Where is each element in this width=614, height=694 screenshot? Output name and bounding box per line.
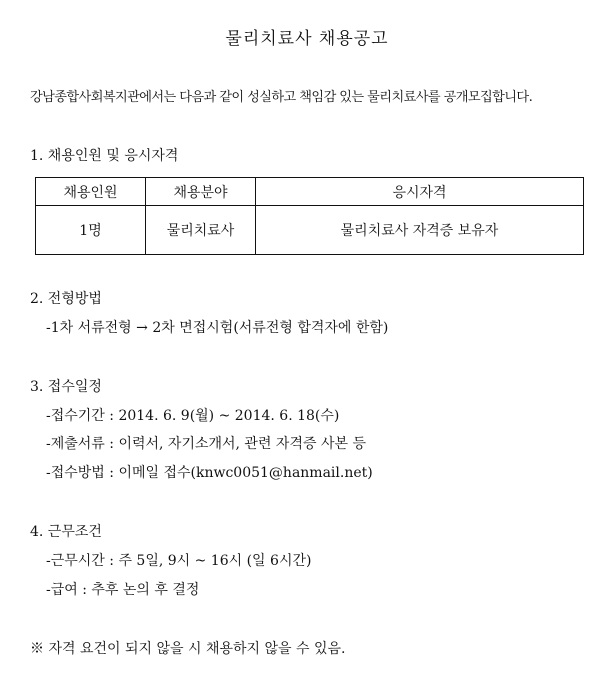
table-cell: 물리치료사 [146,206,256,255]
requirements-table [35,177,584,255]
section-heading-conditions: 4. 근무조건 [30,524,102,540]
list-item: -1차 서류전형 → 2차 면접시험(서류전형 합격자에 한함) [46,320,389,336]
table-cell: 1명 [36,206,146,255]
list-item: -근무시간 : 주 5일, 9시 ~ 16시 (일 6시간) [46,553,312,569]
section-heading-selection: 2. 전형방법 [30,291,102,307]
list-item: -접수기간 : 2014. 6. 9(월) ~ 2014. 6. 18(수) [46,408,340,424]
section-heading-schedule: 3. 접수일정 [30,379,102,395]
intro-paragraph: 강남종합사회복지관에서는 다음과 같이 성실하고 책임감 있는 물리치료사를 공개모집합니다. [30,90,533,105]
table-header-cell: 채용분야 [146,178,256,206]
list-item: -접수방법 : 이메일 접수(knwc0051@hanmail.net) [46,465,373,481]
table-header-cell: 채용인원 [36,178,146,206]
page-title: 물리치료사 채용공고 [225,29,389,49]
list-item: -급여 : 추후 논의 후 결정 [46,582,200,598]
table-cell: 물리치료사 자격증 보유자 [256,206,584,255]
eligibility-note: ※ 자격 요건이 되지 않을 시 채용하지 않을 수 있음. [30,641,346,657]
section-heading-recruitment: 1. 채용인원 및 응시자격 [30,148,179,164]
table-header-cell: 응시자격 [256,178,584,206]
table-row [36,206,584,255]
list-item: -제출서류 : 이력서, 자기소개서, 관련 자격증 사본 등 [46,436,366,452]
table-header-row [36,178,584,206]
